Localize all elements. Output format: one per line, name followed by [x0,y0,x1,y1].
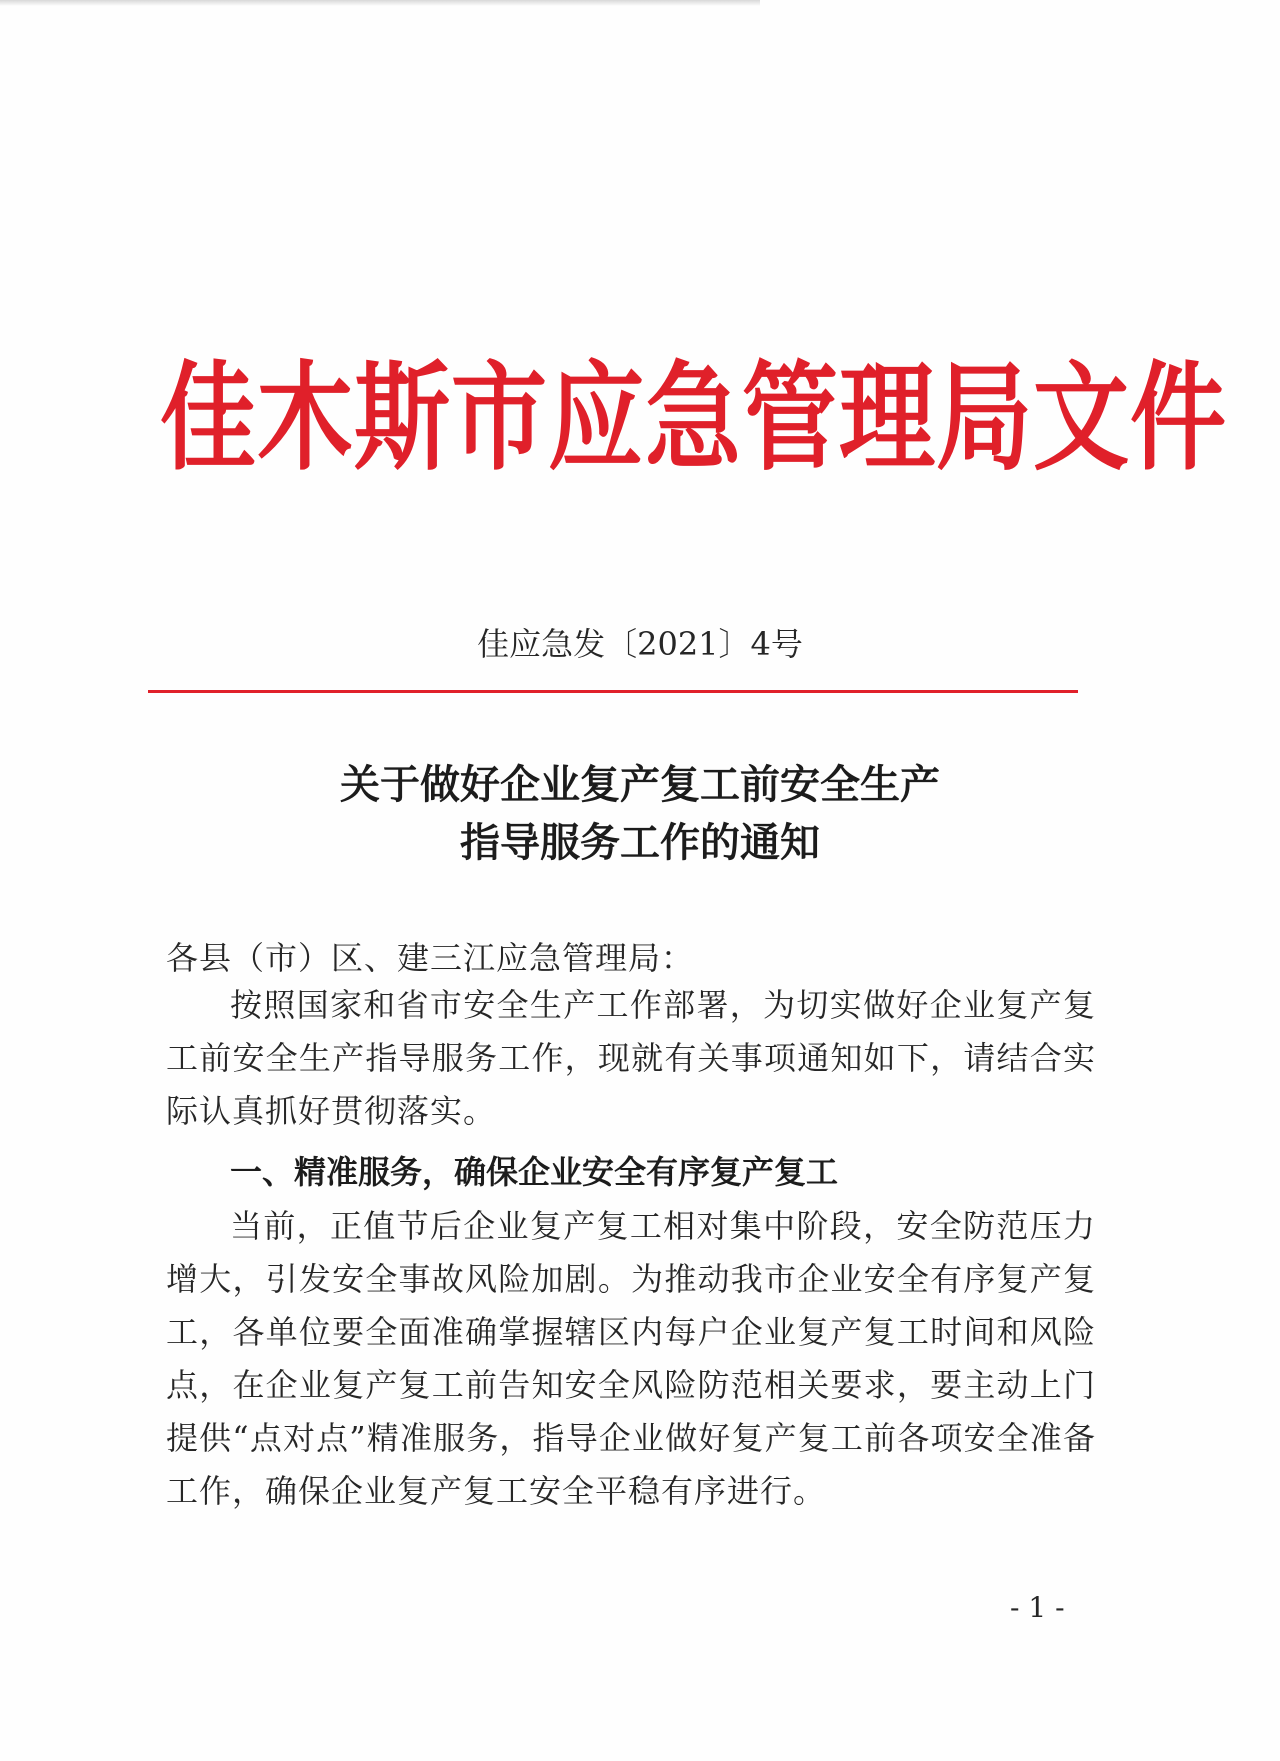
paragraph-section-1: 当前，正值节后企业复产复工相对集中阶段，安全防范压力增大，引发安全事故风险加剧。为推动我市企业安全有序复产复工，各单位要全面准确掌握辖区内每户企业复产复工时间和风险点，在企业复产复工前告知安全风险防范相关要求，要主动上门提供“点对点”精准服务，指导企业做好复产复工前各项安全准备工作，确保企业复产复工安全平稳有序进行。 [166,1207,1096,1510]
red-separator-line [148,690,1078,693]
document-number: 佳应急发〔2021〕4号 [477,625,803,663]
notice-title-line-2: 指导服务工作的通知 [460,819,820,866]
section-heading-1: 一、精准服务，确保企业安全有序复产复工 [230,1153,839,1191]
notice-title [0,756,1280,872]
page-number: - 1 - [1010,1591,1065,1624]
notice-title-line-1: 关于做好企业复产复工前安全生产 [340,761,940,808]
issuing-agency-header: 佳木斯市应急管理局文件 [160,348,1227,487]
paragraph-intro: 按照国家和省市安全生产工作部署，为切实做好企业复产复工前安全生产指导服务工作，现就有关事项通知如下，请结合实际认真抓好贯彻落实。 [166,986,1096,1130]
scan-edge [0,0,760,6]
addressee: 各县（市）区、建三江应急管理局： [166,939,695,977]
